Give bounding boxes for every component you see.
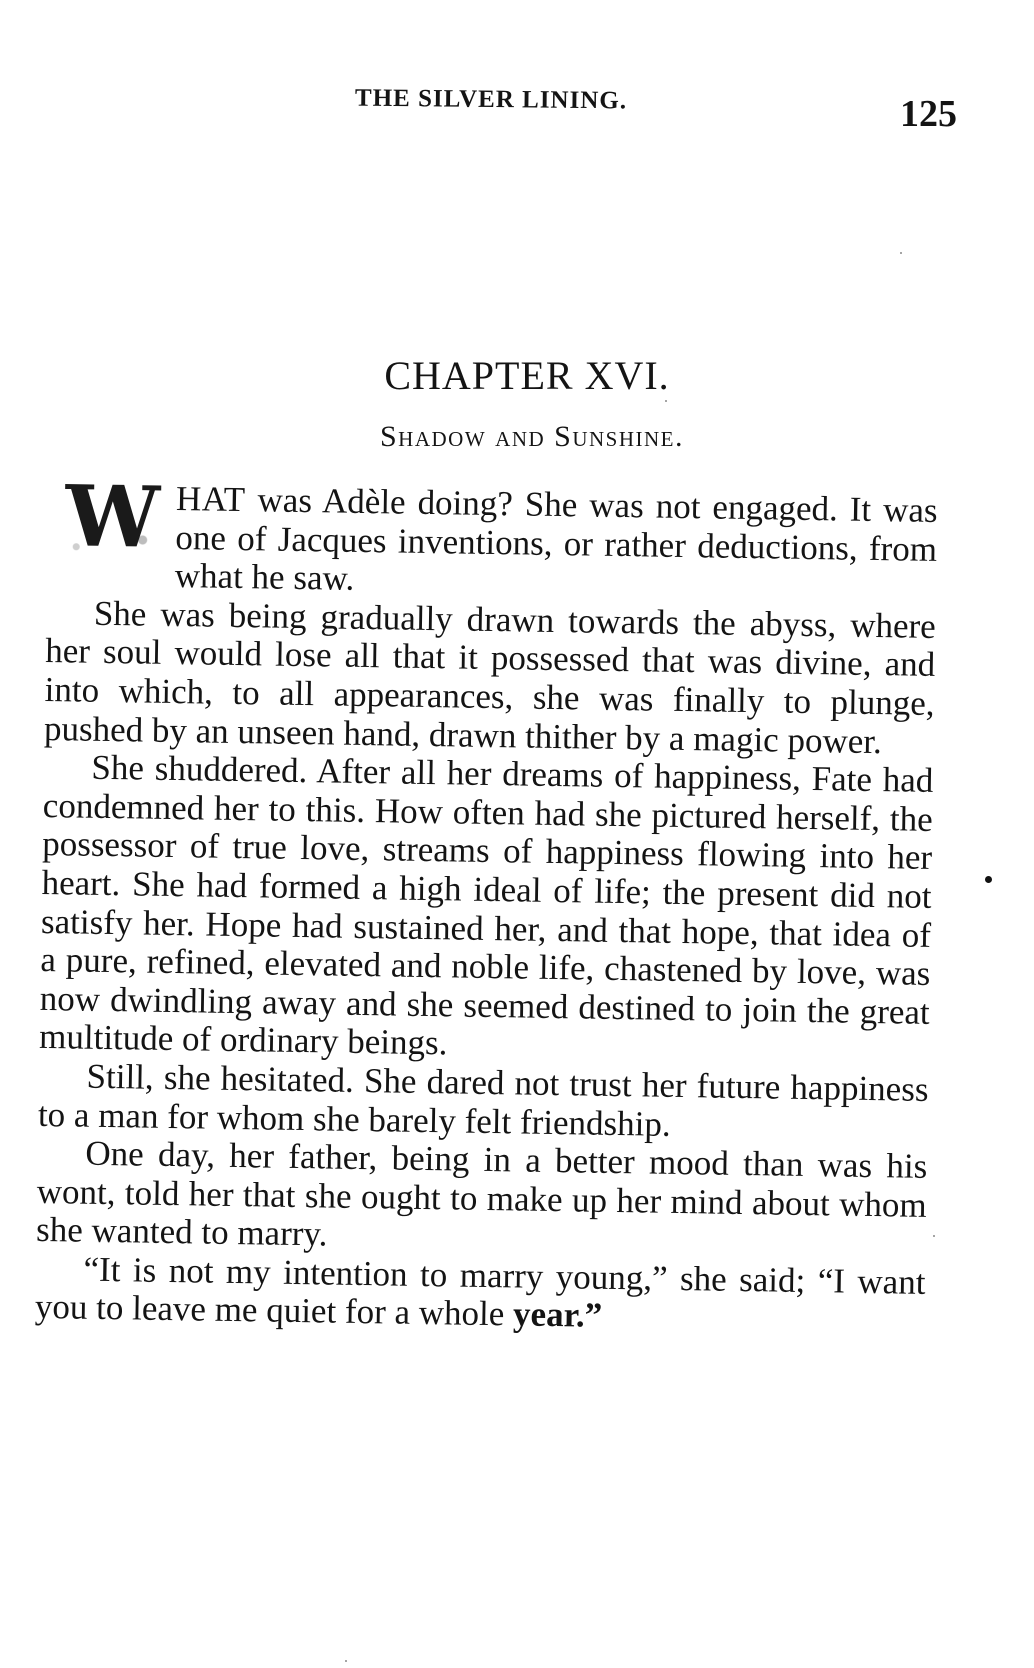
paper-speck xyxy=(345,1660,347,1662)
paper-speck xyxy=(665,400,667,402)
paragraph: She shuddered. After all her dreams of happiness, Fate had condemned her to this. How often had she pictured herself, the possessor of true love, streams of happiness flowing into her heart. She had formed a high ideal of life; the present did not satisfy her. Hope had sustained her, and that hope, that idea of a pure, refined, elevated and noble life, chastened by love, was now dwindling away and she seemed destined to join the great multitude of ordinary beings. xyxy=(38,747,934,1063)
ink-spot xyxy=(985,876,992,883)
paper-speck xyxy=(900,252,902,254)
paragraph: One day, her father, being in a better mood than was his wont, told her that she ought to make up her mind about whom she wanted to marry. xyxy=(35,1133,928,1254)
running-header xyxy=(0,84,1034,135)
chapter-subtitle: Shadow and Sunshine. xyxy=(379,420,684,453)
paragraph: Still, she hesitated. She dared not trust her future happiness to a man for whom she barely felt friendship. xyxy=(37,1056,929,1144)
chapter-heading: CHAPTER XVI. xyxy=(384,353,670,398)
closing-word: year.” xyxy=(512,1294,603,1336)
chapter-body xyxy=(34,466,938,1341)
paragraph xyxy=(46,466,938,608)
opening-word: HAT xyxy=(175,479,246,520)
paper-speck xyxy=(933,1235,935,1237)
ornamental-drop-cap: W xyxy=(61,480,165,560)
running-title: THE SILVER LINING. xyxy=(354,84,628,115)
paragraph: She was being gradually drawn towards the abyss, where her soul would lose all that it possessed that was divine, and into which, to all appearances, she was finally to plunge, pushed by an unseen hand, drawn thither by a magic power. xyxy=(43,593,937,761)
paragraph-text: “It is not my intention to marry young,” she said; “I want you to leave me quiet for a whole xyxy=(34,1249,926,1334)
paragraph-text: was Adèle doing? She was not engaged. It was one of Jacques inventions, or rather deductions, from what he saw. xyxy=(174,480,938,599)
paragraph xyxy=(35,1250,926,1341)
page-number: 125 xyxy=(900,93,957,135)
